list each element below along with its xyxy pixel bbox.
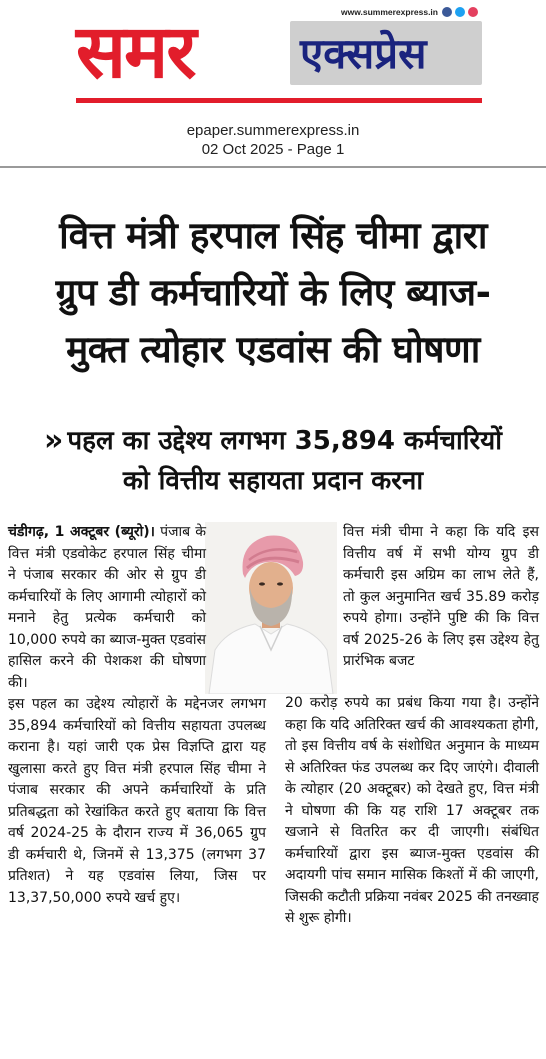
double-chevron-icon: » <box>44 423 64 458</box>
headline-line: मुक्त त्योहार एडवांस की घोषणा <box>66 328 480 371</box>
masthead-underline <box>76 98 482 103</box>
masthead-name-sub: एक्सप्रेस <box>300 29 427 78</box>
edition-info <box>0 121 546 159</box>
headline-line: ग्रुप डी कर्मचारियों के लिए ब्याज- <box>55 271 491 314</box>
masthead-top-bar <box>76 6 482 20</box>
subhead-line: को वित्तीय सहायता प्रदान करना <box>122 466 424 496</box>
headline-line: वित्त मंत्री हरपाल सिंह चीमा द्वारा <box>59 214 487 257</box>
lead-paragraph <box>8 522 206 694</box>
subhead-line: पहल का उद्देश्य लगभग 35,894 कर्मचारियों <box>67 426 502 456</box>
lead-text: पंजाब के वित्त मंत्री एडवोकेट हरपाल सिंह चीमा ने पंजाब सरकार की ओर से ग्रुप डी कर्मचारियों के लिए आगामी त्योहारों को मनाने हेतु प्रत्येक कर्मचारी को 10,000 रुपये का ब्याज-मुक्त एडवांस हासिल करने की पेशकश की घोषणा की। <box>8 524 206 691</box>
headline <box>8 207 538 378</box>
facebook-icon <box>442 7 452 17</box>
twitter-icon <box>455 7 465 17</box>
body-paragraph: वित्त मंत्री चीमा ने कहा कि यदि इस वित्तीय वर्ष में सभी योग्य ग्रुप डी कर्मचारी इस अग्रिम का लाभ लेते हैं, तो कुल अनुमानित खर्च 35.89 करोड़ रुपये होगा। उन्होंने पुष्टि की कि वित्त वर्ष 2025-26 के लिए इस उद्देश्य हेतु प्रारंभिक बजट <box>343 524 539 669</box>
body-paragraph: इस पहल का उद्देश्य त्योहारों के मद्देनजर लगभग 35,894 कर्मचारियों को वित्तीय सहायता उपलब्ध कराना है। यहां जारी एक प्रेस विज्ञप्ति द्वारा यह खुलासा करते हुए वित्त मंत्री हरपाल सिंह चीमा ने पंजाब सरकार की अपने कर्मचारियों के प्रति प्रतिबद्धता को रेखांकित करते हुए बताया कि वित्त वर्ष 2024-25 के दौरान राज्य में 36,065 ग्रुप डी कर्मचारी थे, जिनमें से 13,375 (लगभग 37 प्रतिशत) ने यह एडवांस लिया, जिस पर 13,37,50,000 रुपये खर्च हुए। <box>8 696 266 906</box>
article-column-1 <box>8 522 266 909</box>
masthead-logo <box>76 6 482 106</box>
header-divider <box>0 166 546 168</box>
edition-date-page: 02 Oct 2025 - Page 1 <box>201 141 345 158</box>
instagram-icon <box>468 7 478 17</box>
masthead-name-main: समर <box>76 9 195 95</box>
article-column-3 <box>285 693 539 930</box>
article-column-2 <box>343 522 539 673</box>
subheadline <box>8 421 538 501</box>
social-icons <box>442 7 478 17</box>
edition-site: epaper.summerexpress.in <box>186 122 360 139</box>
body-paragraph: 20 करोड़ रुपये का प्रबंध किया गया है। उन्होंने कहा कि यदि अतिरिक्त खर्च की आवश्यकता होगी, तो इस वित्तीय वर्ष के संशोधित अनुमान के माध्यम से अतिरिक्त फंड उपलब्ध कर दिए जाएंगे। दीवाली के त्योहार (20 अक्टूबर) को देखते हुए, वित्त मंत्री ने घोषणा की कि यह राशि 17 अक्टूबर तक खजाने से वितरित कर दी जाएगी। संबंधित कर्मचारियों द्वारा इस ब्याज-मुक्त एडवांस की अदायगी पांच समान मासिक किश्तों में की जाएगी, जिसकी कटौती प्रक्रिया नवंबर 2025 की तनख्वाह से शुरू होगी। <box>285 695 539 926</box>
dateline: चंडीगढ़, 1 अक्टूबर (ब्यूरो)। <box>8 524 155 540</box>
masthead-url: www.summerexpress.in <box>340 7 438 17</box>
